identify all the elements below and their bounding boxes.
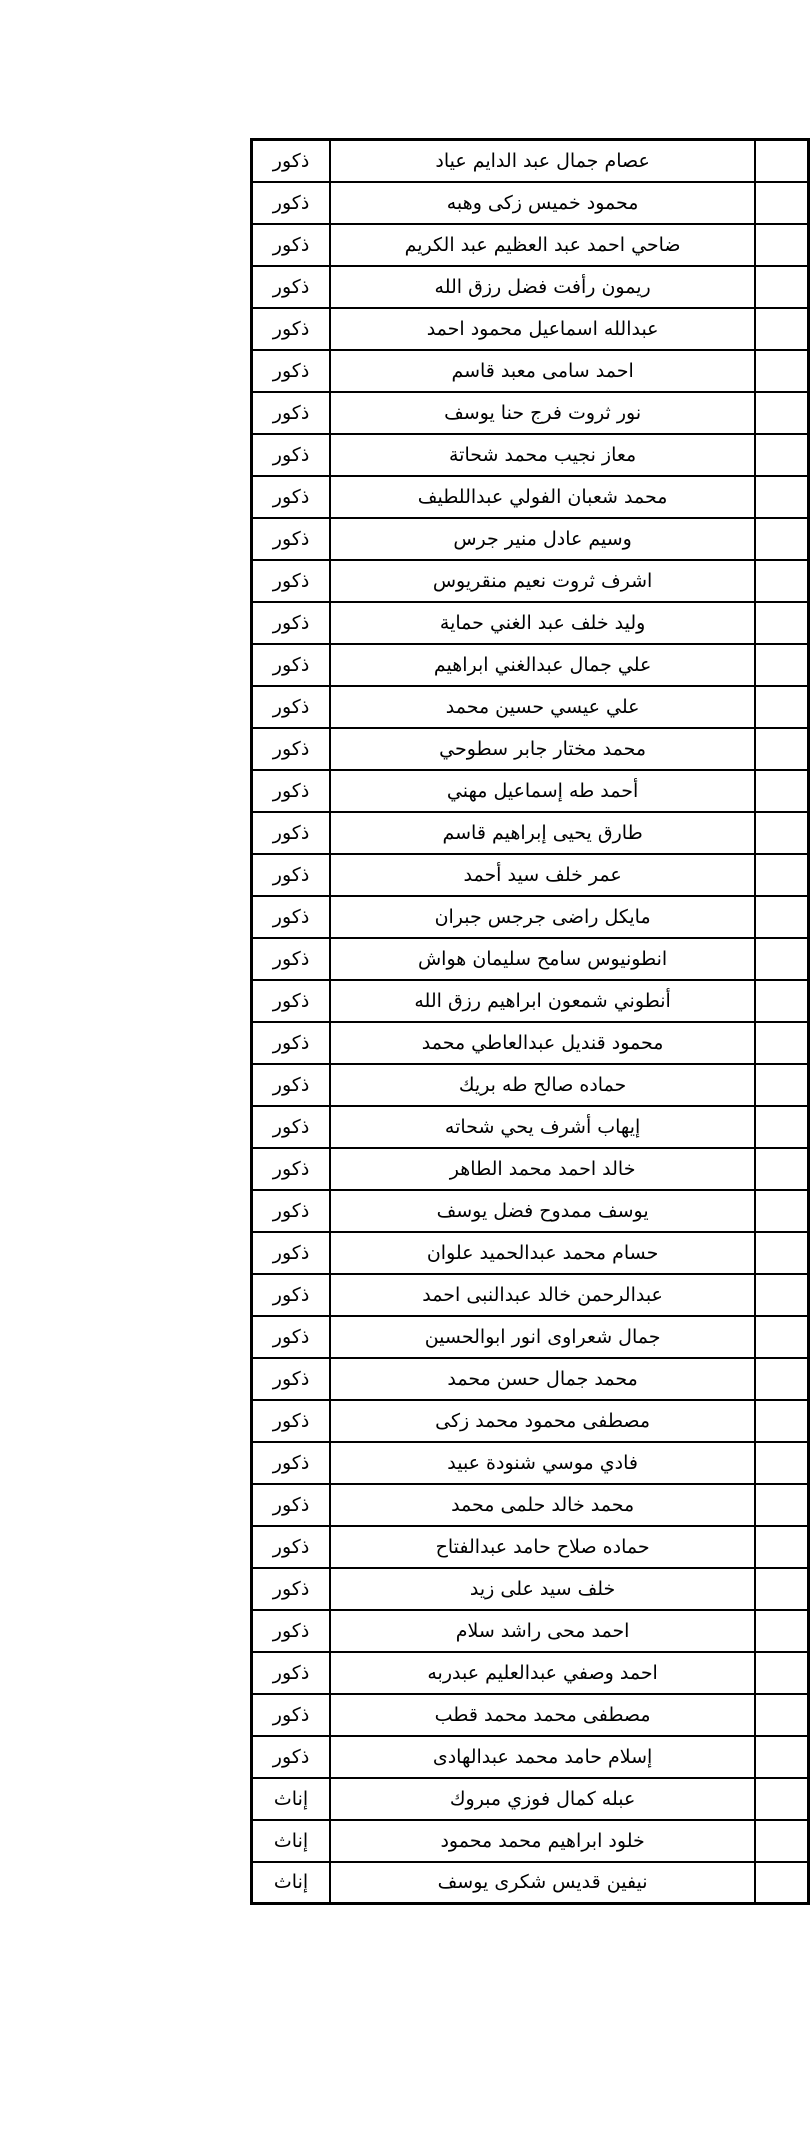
gender-cell: ذكور xyxy=(252,308,331,350)
gender-cell: ذكور xyxy=(252,518,331,560)
name-cell: مصطفى محمود محمد زكى xyxy=(330,1400,755,1442)
name-cell: ريمون رأفت فضل رزق الله xyxy=(330,266,755,308)
gender-cell: ذكور xyxy=(252,266,331,308)
name-cell: احمد سامى معبد قاسم xyxy=(330,350,755,392)
name-cell: حماده صالح طه بريك xyxy=(330,1064,755,1106)
gender-cell: ذكور xyxy=(252,1022,331,1064)
gender-cell: ذكور xyxy=(252,812,331,854)
gender-cell: ذكور xyxy=(252,1106,331,1148)
name-cell: وسيم عادل منير جرس xyxy=(330,518,755,560)
name-cell: خلود ابراهيم محمد محمود xyxy=(330,1820,755,1862)
gender-cell: ذكور xyxy=(252,1148,331,1190)
table-row xyxy=(252,1652,809,1694)
serial-cell xyxy=(755,518,808,560)
serial-cell xyxy=(755,1694,808,1736)
name-cell: عبدالله اسماعيل محمود احمد xyxy=(330,308,755,350)
name-cell: نور ثروت فرج حنا يوسف xyxy=(330,392,755,434)
gender-cell: ذكور xyxy=(252,602,331,644)
gender-cell: ذكور xyxy=(252,1484,331,1526)
gender-cell: ذكور xyxy=(252,1736,331,1778)
name-cell: طارق يحيى إبراهيم قاسم xyxy=(330,812,755,854)
name-cell: خالد احمد محمد الطاهر xyxy=(330,1148,755,1190)
gender-cell: ذكور xyxy=(252,1316,331,1358)
serial-cell xyxy=(755,1316,808,1358)
serial-cell xyxy=(755,1652,808,1694)
name-cell: احمد محى راشد سلام xyxy=(330,1610,755,1652)
name-cell: محمود قنديل عبدالعاطي محمد xyxy=(330,1022,755,1064)
name-cell: محمد مختار جابر سطوحي xyxy=(330,728,755,770)
serial-cell xyxy=(755,1148,808,1190)
name-cell: جمال شعراوى انور ابوالحسين xyxy=(330,1316,755,1358)
name-cell: معاز نجيب محمد شحاتة xyxy=(330,434,755,476)
gender-cell: ذكور xyxy=(252,728,331,770)
name-cell: أحمد طه إسماعيل مهني xyxy=(330,770,755,812)
serial-cell xyxy=(755,1358,808,1400)
name-cell: وليد خلف عبد الغني حماية xyxy=(330,602,755,644)
students-table-body xyxy=(252,140,809,1904)
name-cell: احمد وصفي عبدالعليم عبدربه xyxy=(330,1652,755,1694)
table-row xyxy=(252,266,809,308)
gender-cell: ذكور xyxy=(252,1526,331,1568)
gender-cell: ذكور xyxy=(252,560,331,602)
name-cell: مصطفى محمد محمد قطب xyxy=(330,1694,755,1736)
name-cell: إيهاب أشرف يحي شحاته xyxy=(330,1106,755,1148)
table-row xyxy=(252,644,809,686)
serial-cell xyxy=(755,1064,808,1106)
serial-cell xyxy=(755,770,808,812)
table-row xyxy=(252,392,809,434)
serial-cell xyxy=(755,1778,808,1820)
serial-cell xyxy=(755,602,808,644)
gender-cell: ذكور xyxy=(252,1442,331,1484)
name-cell: علي عيسي حسين محمد xyxy=(330,686,755,728)
table-row xyxy=(252,1400,809,1442)
serial-cell xyxy=(755,1736,808,1778)
gender-cell: ذكور xyxy=(252,350,331,392)
name-cell: اشرف ثروت نعيم منقريوس xyxy=(330,560,755,602)
gender-cell: ذكور xyxy=(252,1400,331,1442)
students-table xyxy=(250,138,810,1905)
table-row xyxy=(252,1778,809,1820)
name-cell: انطونيوس سامح سليمان هواش xyxy=(330,938,755,980)
serial-cell xyxy=(755,140,808,182)
serial-cell xyxy=(755,1190,808,1232)
gender-cell: ذكور xyxy=(252,1274,331,1316)
gender-cell: ذكور xyxy=(252,896,331,938)
table-row xyxy=(252,224,809,266)
serial-cell xyxy=(755,728,808,770)
name-cell: يوسف ممدوح فضل يوسف xyxy=(330,1190,755,1232)
serial-cell xyxy=(755,308,808,350)
table-row xyxy=(252,1106,809,1148)
table-row xyxy=(252,140,809,182)
gender-cell: ذكور xyxy=(252,1568,331,1610)
serial-cell xyxy=(755,350,808,392)
table-row xyxy=(252,728,809,770)
name-cell: عصام جمال عبد الدايم عياد xyxy=(330,140,755,182)
table-row xyxy=(252,1022,809,1064)
serial-cell xyxy=(755,1862,808,1904)
table-row xyxy=(252,1442,809,1484)
table-row xyxy=(252,1694,809,1736)
name-cell: عبله كمال فوزي مبروك xyxy=(330,1778,755,1820)
table-row xyxy=(252,1736,809,1778)
table-row xyxy=(252,770,809,812)
table-row xyxy=(252,518,809,560)
serial-cell xyxy=(755,1820,808,1862)
name-cell: محمد خالد حلمى محمد xyxy=(330,1484,755,1526)
name-cell: عبدالرحمن خالد عبدالنبى احمد xyxy=(330,1274,755,1316)
serial-cell xyxy=(755,896,808,938)
gender-cell: ذكور xyxy=(252,686,331,728)
serial-cell xyxy=(755,1022,808,1064)
serial-cell xyxy=(755,182,808,224)
gender-cell: ذكور xyxy=(252,1358,331,1400)
gender-cell: ذكور xyxy=(252,224,331,266)
table-row xyxy=(252,1316,809,1358)
gender-cell: ذكور xyxy=(252,770,331,812)
name-cell: نيفين قديس شكرى يوسف xyxy=(330,1862,755,1904)
table-row xyxy=(252,1526,809,1568)
name-cell: فادي موسي شنودة عبيد xyxy=(330,1442,755,1484)
table-row xyxy=(252,1862,809,1904)
serial-cell xyxy=(755,434,808,476)
serial-cell xyxy=(755,1484,808,1526)
table-row xyxy=(252,1358,809,1400)
table-row xyxy=(252,812,809,854)
table-row xyxy=(252,1820,809,1862)
table-row xyxy=(252,308,809,350)
table-row xyxy=(252,1274,809,1316)
table-row xyxy=(252,896,809,938)
serial-cell xyxy=(755,980,808,1022)
serial-cell xyxy=(755,938,808,980)
gender-cell: ذكور xyxy=(252,644,331,686)
table-row xyxy=(252,1148,809,1190)
serial-cell xyxy=(755,476,808,518)
serial-cell xyxy=(755,644,808,686)
serial-cell xyxy=(755,560,808,602)
serial-cell xyxy=(755,1568,808,1610)
gender-cell: ذكور xyxy=(252,980,331,1022)
table-row xyxy=(252,434,809,476)
gender-cell: ذكور xyxy=(252,140,331,182)
serial-cell xyxy=(755,266,808,308)
table-row xyxy=(252,686,809,728)
table-row xyxy=(252,560,809,602)
name-cell: إسلام حامد محمد عبدالهادى xyxy=(330,1736,755,1778)
serial-cell xyxy=(755,854,808,896)
table-row xyxy=(252,1484,809,1526)
serial-cell xyxy=(755,1442,808,1484)
serial-cell xyxy=(755,1400,808,1442)
table-row xyxy=(252,1064,809,1106)
serial-cell xyxy=(755,812,808,854)
gender-cell: إناث xyxy=(252,1778,331,1820)
serial-cell xyxy=(755,1106,808,1148)
serial-cell xyxy=(755,1610,808,1652)
name-cell: محمود خميس زكى وهبه xyxy=(330,182,755,224)
gender-cell: ذكور xyxy=(252,1064,331,1106)
table-row xyxy=(252,980,809,1022)
name-cell: خلف سيد على زيد xyxy=(330,1568,755,1610)
name-cell: محمد جمال حسن محمد xyxy=(330,1358,755,1400)
table-row xyxy=(252,1610,809,1652)
gender-cell: ذكور xyxy=(252,182,331,224)
name-cell: عمر خلف سيد أحمد xyxy=(330,854,755,896)
table-row xyxy=(252,602,809,644)
name-cell: محمد شعبان الفولي عبداللطيف xyxy=(330,476,755,518)
table-row xyxy=(252,1568,809,1610)
serial-cell xyxy=(755,1232,808,1274)
gender-cell: ذكور xyxy=(252,1190,331,1232)
table-row xyxy=(252,938,809,980)
serial-cell xyxy=(755,1526,808,1568)
gender-cell: ذكور xyxy=(252,392,331,434)
name-cell: مايكل راضى جرجس جبران xyxy=(330,896,755,938)
name-cell: أنطوني شمعون ابراهيم رزق الله xyxy=(330,980,755,1022)
gender-cell: إناث xyxy=(252,1862,331,1904)
name-cell: ضاحي احمد عبد العظيم عبد الكريم xyxy=(330,224,755,266)
serial-cell xyxy=(755,686,808,728)
table-row xyxy=(252,1190,809,1232)
name-cell: حسام محمد عبدالحميد علوان xyxy=(330,1232,755,1274)
serial-cell xyxy=(755,1274,808,1316)
serial-cell xyxy=(755,392,808,434)
gender-cell: ذكور xyxy=(252,1652,331,1694)
gender-cell: ذكور xyxy=(252,1610,331,1652)
table-row xyxy=(252,854,809,896)
gender-cell: ذكور xyxy=(252,1694,331,1736)
gender-cell: ذكور xyxy=(252,1232,331,1274)
gender-cell: ذكور xyxy=(252,854,331,896)
gender-cell: ذكور xyxy=(252,938,331,980)
table-row xyxy=(252,350,809,392)
gender-cell: إناث xyxy=(252,1820,331,1862)
gender-cell: ذكور xyxy=(252,476,331,518)
table-row xyxy=(252,476,809,518)
table-row xyxy=(252,1232,809,1274)
name-cell: حماده صلاح حامد عبدالفتاح xyxy=(330,1526,755,1568)
table-row xyxy=(252,182,809,224)
gender-cell: ذكور xyxy=(252,434,331,476)
serial-cell xyxy=(755,224,808,266)
name-cell: علي جمال عبدالغني ابراهيم xyxy=(330,644,755,686)
